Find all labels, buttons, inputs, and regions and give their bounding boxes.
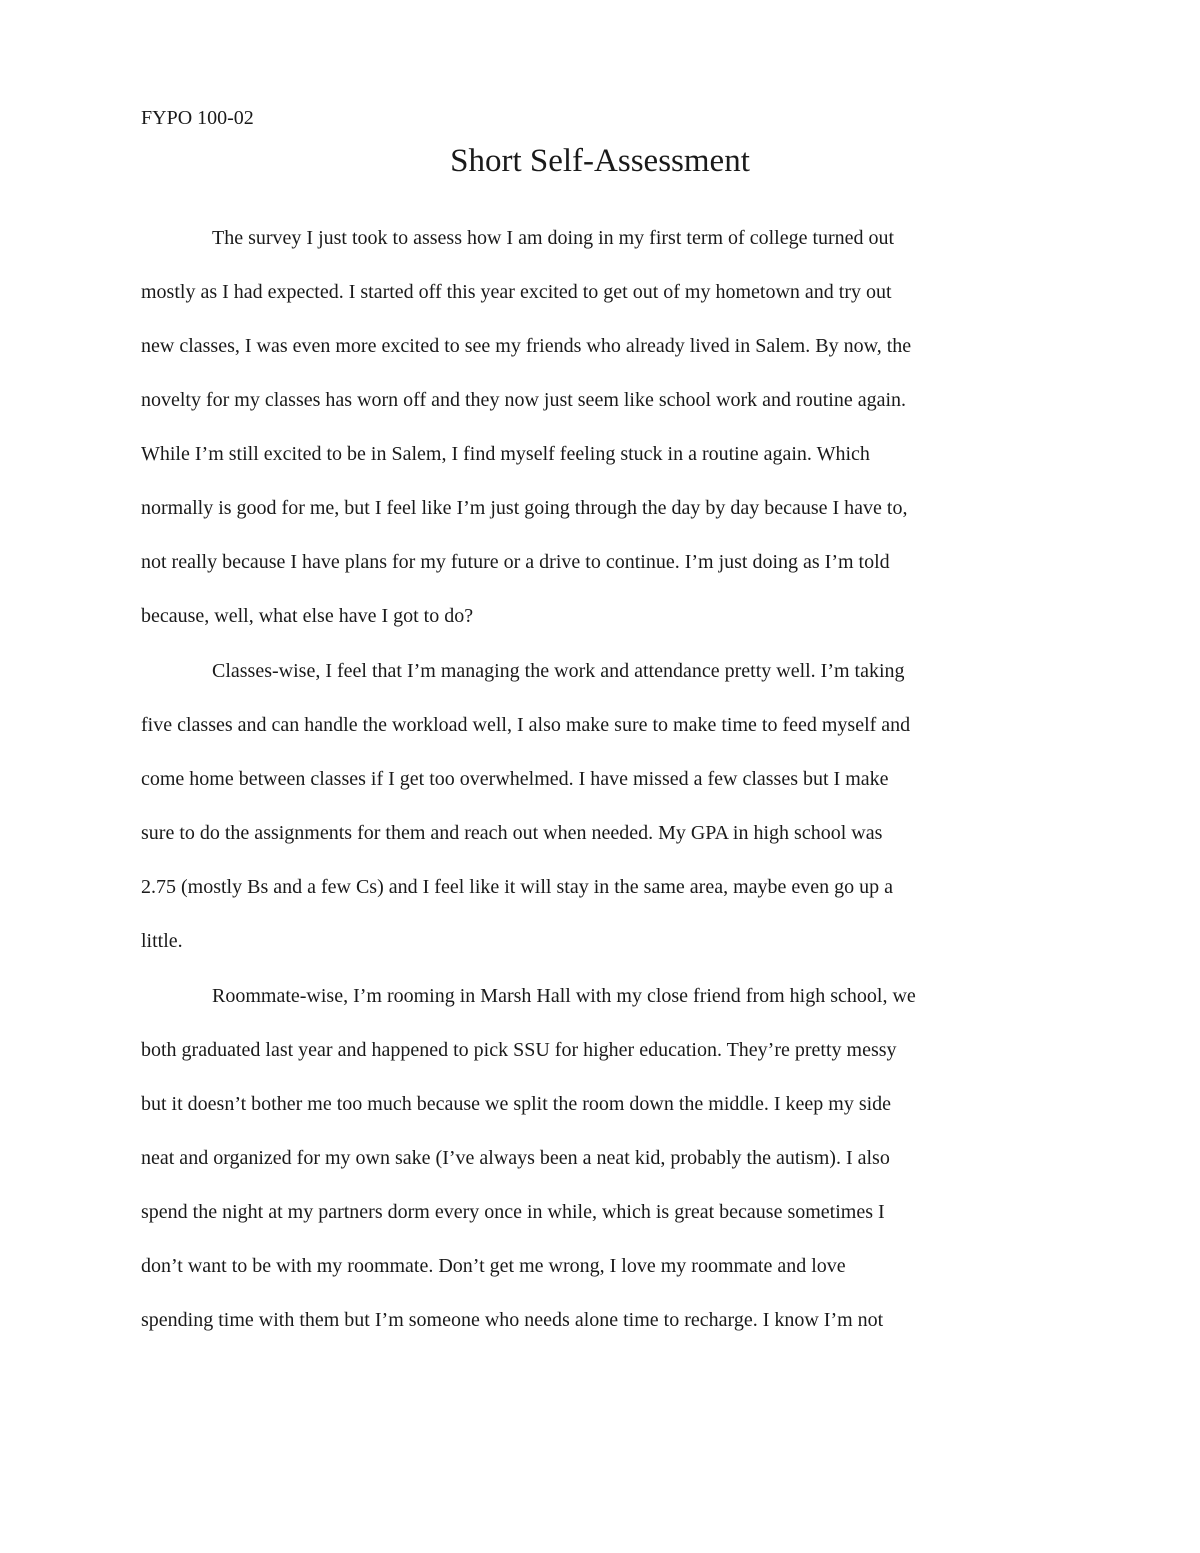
paragraph-1-line-8: because, well, what else have I got to do? [141,605,474,627]
paragraph-2-line-5: 2.75 (mostly Bs and a few Cs) and I feel like it will stay in the same area, maybe even go up a [141,876,894,898]
page-title: Short Self-Assessment [450,143,750,179]
course-code: FYPO 100-02 [141,107,254,129]
paragraph-2-line-3: come home between classes if I get too overwhelmed. I have missed a few classes but I make [141,768,889,790]
paragraph-1-line-7: not really because I have plans for my future or a drive to continue. I’m just doing as I’m told [141,551,890,573]
paragraph-3-line-2: both graduated last year and happened to pick SSU for higher education. They’re pretty messy [141,1039,897,1061]
paragraph-2-line-1: Classes-wise, I feel that I’m managing the work and attendance pretty well. I’m taking [212,660,905,682]
paragraph-1-line-5: While I’m still excited to be in Salem, I find myself feeling stuck in a routine again. Which [141,443,870,465]
paragraph-1-line-3: new classes, I was even more excited to see my friends who already lived in Salem. By now, the [141,335,912,357]
paragraph-3-line-7: spending time with them but I’m someone who needs alone time to recharge. I know I’m not [141,1309,884,1331]
paragraph-3-line-1: Roommate-wise, I’m rooming in Marsh Hall with my close friend from high school, we [212,985,916,1007]
paragraph-3-line-5: spend the night at my partners dorm every once in while, which is great because sometimes I [141,1201,885,1223]
paragraph-1-line-2: mostly as I had expected. I started off this year excited to get out of my hometown and try out [141,281,892,303]
paragraph-1-line-4: novelty for my classes has worn off and they now just seem like school work and routine again. [141,389,907,411]
paragraph-1-line-6: normally is good for me, but I feel like I’m just going through the day by day because I have to, [141,497,908,519]
paragraph-2-line-6: little. [141,930,183,952]
paragraph-3-line-3: but it doesn’t bother me too much because we split the room down the middle. I keep my side [141,1093,892,1115]
paragraph-3-line-6: don’t want to be with my roommate. Don’t get me wrong, I love my roommate and love [141,1255,846,1277]
paragraph-2-line-4: sure to do the assignments for them and reach out when needed. My GPA in high school was [141,822,883,844]
paragraph-1-line-1: The survey I just took to assess how I am doing in my first term of college turned out [212,227,895,249]
paragraph-2-line-2: five classes and can handle the workload well, I also make sure to make time to feed myself and [141,714,911,736]
paragraph-3-line-4: neat and organized for my own sake (I’ve always been a neat kid, probably the autism). I also [141,1147,890,1169]
